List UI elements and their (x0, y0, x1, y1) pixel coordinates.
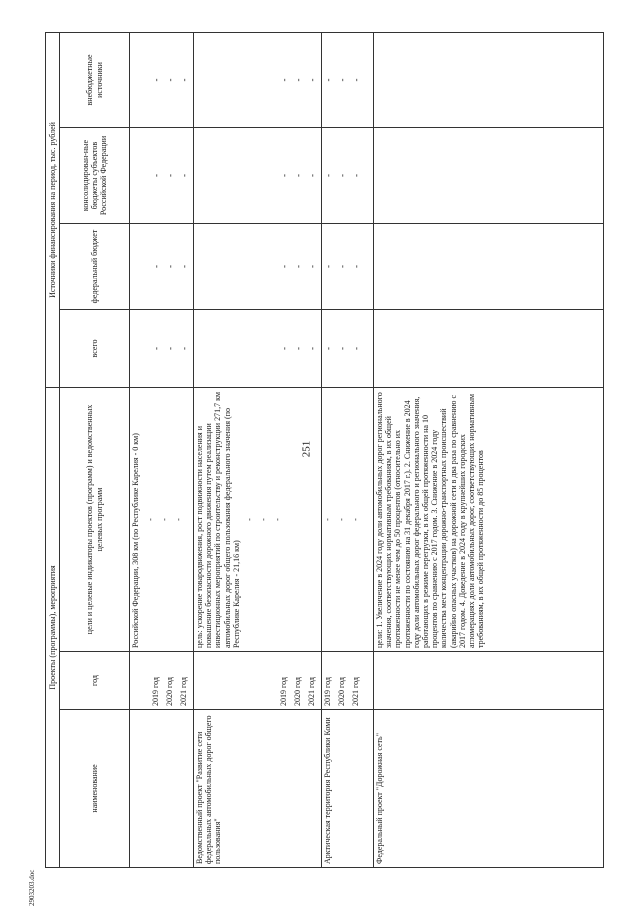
cell-federal (130, 224, 194, 310)
group-header-projects: Проекты (программы), мероприятия (46, 388, 60, 868)
dash: - (272, 518, 282, 521)
dash: - (174, 518, 184, 521)
page-number: 251 (300, 440, 313, 458)
dash: - (293, 347, 303, 350)
dash: - (351, 347, 361, 350)
year-label: 2021 год (351, 677, 360, 706)
col-header-year: год (60, 652, 130, 710)
cell-name (130, 710, 194, 868)
year-label: 2020 год (337, 677, 346, 706)
cell-years (130, 652, 194, 710)
col-header-regional: консолидирован-ные бюджеты субъектов Российской Федерации (60, 128, 130, 224)
cell-regional (322, 128, 374, 224)
table-row (374, 32, 604, 867)
group-header-sources: Источники финансирования на период, тыс. рублей (46, 32, 60, 387)
dash: - (337, 174, 347, 177)
dash: - (323, 347, 333, 350)
year-label: 2019 год (279, 677, 288, 706)
cell-regional (374, 128, 604, 224)
dash: - (151, 265, 161, 268)
dash: - (279, 174, 289, 177)
year-label: 2020 год (293, 677, 302, 706)
dash: - (179, 78, 189, 82)
cell-goals: цели: 1. Увеличение в 2024 году доли автомобильных дорог регионального значения, соответствующих нормативным требованиям, в их общей протяженности не менее чем до 50 процентов (относительно их протяженности по состоянию на 31 декабря 2017 г.). 2. Снижение в 2024 году доли автомобильных дорог федерального и регионального значения, работающих в режиме перегрузки, в их общей протяженности на 10 процентов по сравнению с 2017 годом. 3. Снижение в 2024 году количества мест концентрации дорожно-транспортных происшествий (аварийно опасных участков) на дорожной сети в два раза по сравнению с 2017 годом. 4. Доведение в 2024 году в крупнейших городских агломерациях доли автомобильных дорог, соответствующих нормативным требованиям, в их общей протяженности до 85 процентов (374, 388, 604, 652)
financing-table (45, 32, 604, 868)
dash: - (323, 265, 333, 268)
cell-extra (322, 32, 374, 127)
dash: - (165, 78, 175, 82)
dash: - (279, 347, 289, 350)
dash: - (146, 518, 156, 521)
year-label: 2019 год (323, 677, 332, 706)
dash: - (165, 347, 175, 350)
dash: - (307, 265, 317, 268)
dash: - (179, 174, 189, 177)
cell-goals (194, 388, 322, 652)
col-header-total: всего (60, 310, 130, 388)
cell-federal (194, 224, 322, 310)
cell-total (130, 310, 194, 388)
dash: - (337, 78, 347, 82)
cell-federal (322, 224, 374, 310)
document-code: 2903203.doc (28, 869, 36, 906)
dash: - (179, 347, 189, 350)
dash: - (323, 518, 332, 521)
dash: - (351, 78, 361, 82)
goals-text: цель: ускорение товародвижения, рост подвижности населения и повышение безопасности дорожного движения путем реализации инвестиционных мероприятий по строительству и реконструкции 271,7 км автомобильных дорог общего пользования федерального значения (по Республике Карелия - 21,16 км) (195, 391, 241, 648)
cell-extra (130, 32, 194, 127)
dash: - (337, 347, 347, 350)
year-label: 2021 год (307, 677, 316, 706)
cell-total (322, 310, 374, 388)
dash: - (293, 265, 303, 268)
dash: - (323, 174, 333, 177)
cell-years (374, 652, 604, 710)
dash: - (351, 174, 361, 177)
goals-text: Российской Федерации, 308 км (по Республике Карелия - 0 км) (131, 433, 140, 648)
col-header-goals: цели и целевые индикаторы проектов (программ) и ведомственных целевых программ (60, 388, 130, 652)
dash: - (293, 174, 303, 177)
cell-name: Федеральный проект "Дорожная сеть" (374, 710, 604, 868)
cell-total (374, 310, 604, 388)
cell-extra (374, 32, 604, 127)
dash: - (307, 347, 317, 350)
dash: - (279, 78, 289, 82)
col-header-extra: внебюджетные источники (60, 32, 130, 127)
dash: - (258, 518, 268, 521)
cell-years (322, 652, 374, 710)
rotated-table-page (45, 33, 605, 868)
dash: - (165, 265, 175, 268)
dash: - (160, 518, 170, 521)
cell-name: Арктическая территория Республики Коми (322, 710, 374, 868)
dash: - (279, 265, 289, 268)
year-label: 2019 год (151, 677, 160, 706)
cell-goals (130, 388, 194, 652)
table-row (130, 32, 194, 867)
dash: - (179, 265, 189, 268)
year-label: 2021 год (179, 677, 188, 706)
dash: - (337, 518, 346, 521)
cell-total (194, 310, 322, 388)
dash: - (351, 518, 360, 521)
cell-regional (130, 128, 194, 224)
dash: - (151, 174, 161, 177)
cell-extra (194, 32, 322, 127)
table-row (194, 32, 322, 867)
cell-goals (322, 388, 374, 652)
dash: - (337, 265, 347, 268)
cell-years (194, 652, 322, 710)
dash: - (151, 78, 161, 82)
col-header-name: наименование (60, 710, 130, 868)
dash: - (351, 265, 361, 268)
cell-regional (194, 128, 322, 224)
dash: - (307, 78, 317, 82)
dash: - (244, 518, 254, 521)
year-label: 2020 год (165, 677, 174, 706)
col-header-federal: федеральный бюджет (60, 224, 130, 310)
dash: - (307, 174, 317, 177)
dash: - (151, 347, 161, 350)
dash: - (293, 78, 303, 82)
dash: - (165, 174, 175, 177)
table-row (322, 32, 374, 867)
dash: - (323, 78, 333, 82)
cell-federal (374, 224, 604, 310)
cell-name: Ведомственный проект "Развитие сети федеральных автомобильных дорог общего пользования" (194, 710, 322, 868)
